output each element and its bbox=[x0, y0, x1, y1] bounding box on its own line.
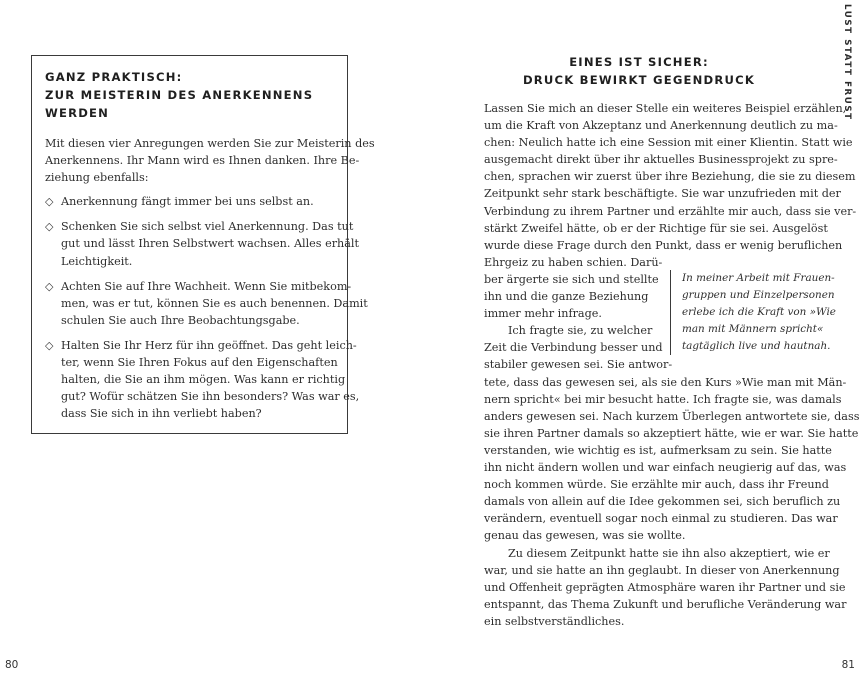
body-line: stärkt Zweifel hätte, ob er der Richtige für sie sei. Ausgelöst bbox=[484, 221, 828, 235]
body-line: chen, sprachen wir zuerst über ihre Beziehung, die sie zu diesem bbox=[484, 170, 856, 184]
box-title-line: ZUR MEISTERIN DES ANERKENNENS bbox=[45, 88, 314, 102]
body-line: und Offenheit geprägten Atmosphäre waren ihr Partner und sie bbox=[484, 580, 846, 594]
intro-line: Anerkennens. Ihr Mann wird es Ihnen danken. Ihre Be- bbox=[45, 154, 360, 168]
pull-quote bbox=[670, 270, 836, 355]
body-line: anders gewesen sei. Nach kurzem Überlegen antwortete sie, dass bbox=[484, 409, 860, 423]
bullet-item bbox=[45, 193, 337, 210]
bullet-line: Halten Sie Ihr Herz für ihn geöffnet. Das geht leich- bbox=[61, 338, 357, 352]
pull-quote-line: In meiner Arbeit mit Frauen- bbox=[682, 272, 835, 284]
body-line: sie ihren Partner damals so akzeptiert hätte, wie er war. Sie hatte bbox=[484, 426, 859, 440]
body-line: stabiler gewesen sei. Sie antwor- bbox=[484, 358, 673, 372]
bullet-line: schulen Sie auch Ihre Beobachtungsgabe. bbox=[61, 313, 300, 327]
body-text-top bbox=[484, 100, 857, 271]
box-text bbox=[45, 135, 375, 422]
bullet-line: dass Sie sich in ihn verliebt haben? bbox=[61, 407, 262, 421]
bullet-item bbox=[45, 337, 360, 422]
body-line: Zu diesem Zeitpunkt hatte sie ihn also akzeptiert, wie er bbox=[508, 546, 830, 560]
body-line: entspannt, das Thema Zukunft und berufliche Veränderung war bbox=[484, 597, 847, 611]
body-line: Ehrgeiz zu haben schien. Darü- bbox=[484, 255, 663, 269]
bullet-line: gut und lässt Ihren Selbstwert wachsen. Alles erhält bbox=[61, 237, 360, 251]
bullet-line: Schenken Sie sich selbst viel Anerkennung. Das tut bbox=[61, 220, 354, 234]
pull-quote-line: gruppen und Einzelpersonen bbox=[682, 289, 835, 302]
bullet-line: ter, wenn Sie Ihren Fokus auf den Eigenschaften bbox=[61, 356, 338, 370]
practical-tips-box bbox=[31, 55, 375, 434]
page-number-left: 80 bbox=[5, 659, 19, 671]
body-line: tete, dass das gewesen sei, als sie den Kurs »Wie man mit Män- bbox=[484, 375, 847, 389]
body-line: Zeit die Verbindung besser und bbox=[484, 341, 663, 355]
body-line: um die Kraft von Akzeptanz und Anerkennung deutlich zu ma- bbox=[484, 119, 838, 133]
body-line: wurde diese Frage durch den Punkt, dass er wenig beruflichen bbox=[484, 238, 843, 252]
body-text-lower bbox=[484, 374, 860, 630]
running-head-text: LUST STATT FRUST bbox=[842, 4, 852, 121]
body-line: Ich fragte sie, zu welcher bbox=[508, 324, 653, 338]
bullet-line: gut? Wofür schätzen Sie ihn besonders? Was war es, bbox=[61, 390, 360, 404]
body-line: Verbindung zu ihrem Partner und erzählte mir auch, dass sie ver- bbox=[484, 204, 857, 218]
section-title-line: DRUCK BEWIRKT GEGENDRUCK bbox=[522, 73, 756, 87]
bullet-line: Achten Sie auf Ihre Wachheit. Wenn Sie mitbekom- bbox=[61, 279, 352, 293]
bullet-line: Leichtigkeit. bbox=[61, 254, 133, 268]
body-line: noch kommen würde. Sie erzählte mir auch, dass ihr Freund bbox=[484, 478, 829, 492]
body-line: ber ärgerte sie sich und stellte bbox=[484, 273, 659, 286]
body-line: ihn nicht ändern wollen und war einfach neugierig auf das, was bbox=[484, 461, 847, 475]
pull-quote-line: man mit Männern spricht« bbox=[682, 323, 824, 336]
diamond-bullet-icon: ◇ bbox=[45, 279, 54, 293]
bullet-item bbox=[45, 218, 360, 269]
body-line: nern spricht« bei mir besucht hatte. Ich fragte sie, was damals bbox=[484, 392, 842, 406]
intro-line: ziehung ebenfalls: bbox=[45, 171, 149, 185]
bullet-item bbox=[45, 278, 368, 329]
body-line: verstanden, wie wichtig es ist, aufmerksam zu sein. Sie hatte bbox=[484, 443, 832, 457]
bullet-line: men, was er tut, können Sie es auch benennen. Damit bbox=[61, 296, 368, 310]
pull-quote-line: tagtäglich live und hautnah. bbox=[682, 340, 831, 353]
running-head bbox=[842, 4, 854, 121]
body-line: damals von allein auf die Idee gekommen sei, sich beruflich zu bbox=[484, 495, 841, 509]
body-line: ihn und die ganze Beziehung bbox=[484, 290, 649, 304]
box-title-line: WERDEN bbox=[45, 106, 110, 120]
page-number-right: 81 bbox=[841, 659, 855, 671]
diamond-bullet-icon: ◇ bbox=[45, 220, 54, 234]
body-line: Lassen Sie mich an dieser Stelle ein weiteres Beispiel erzählen, bbox=[484, 102, 847, 115]
section-title-line: EINES IST SICHER: bbox=[569, 55, 709, 69]
bullet-line: halten, die Sie an ihm mögen. Was kann er richtig bbox=[61, 373, 346, 387]
body-line: ausgemacht direkt über ihr aktuelles Businessprojekt zu spre- bbox=[484, 153, 838, 167]
body-line: chen: Neulich hatte ich eine Session mit einer Klientin. Statt wie bbox=[484, 136, 853, 150]
diamond-bullet-icon: ◇ bbox=[45, 195, 54, 209]
body-line: ein selbstverständliches. bbox=[484, 614, 625, 628]
pull-quote-line: erlebe ich die Kraft von »Wie bbox=[682, 306, 836, 319]
intro-line: Mit diesen vier Anregungen werden Sie zur Meisterin des bbox=[45, 137, 375, 150]
diamond-bullet-icon: ◇ bbox=[45, 338, 54, 352]
body-line: genau das gewesen, was sie wollte. bbox=[484, 529, 686, 543]
body-line: war, und sie hatte an ihn geglaubt. In dieser von Anerkennung bbox=[484, 563, 840, 577]
body-text-narrow bbox=[484, 271, 673, 374]
section-title bbox=[484, 53, 794, 89]
box-title-line: GANZ PRAKTISCH: bbox=[45, 70, 183, 84]
body-line: Zeitpunkt sehr stark beschäftigte. Sie war unzufrieden mit der bbox=[484, 187, 841, 201]
bullet-line: Anerkennung fängt immer bei uns selbst an. bbox=[61, 195, 314, 209]
body-line: verändern, eventuell sogar noch einmal zu studieren. Das war bbox=[484, 512, 838, 526]
body-line: immer mehr infrage. bbox=[484, 307, 602, 321]
box-title bbox=[45, 68, 335, 122]
